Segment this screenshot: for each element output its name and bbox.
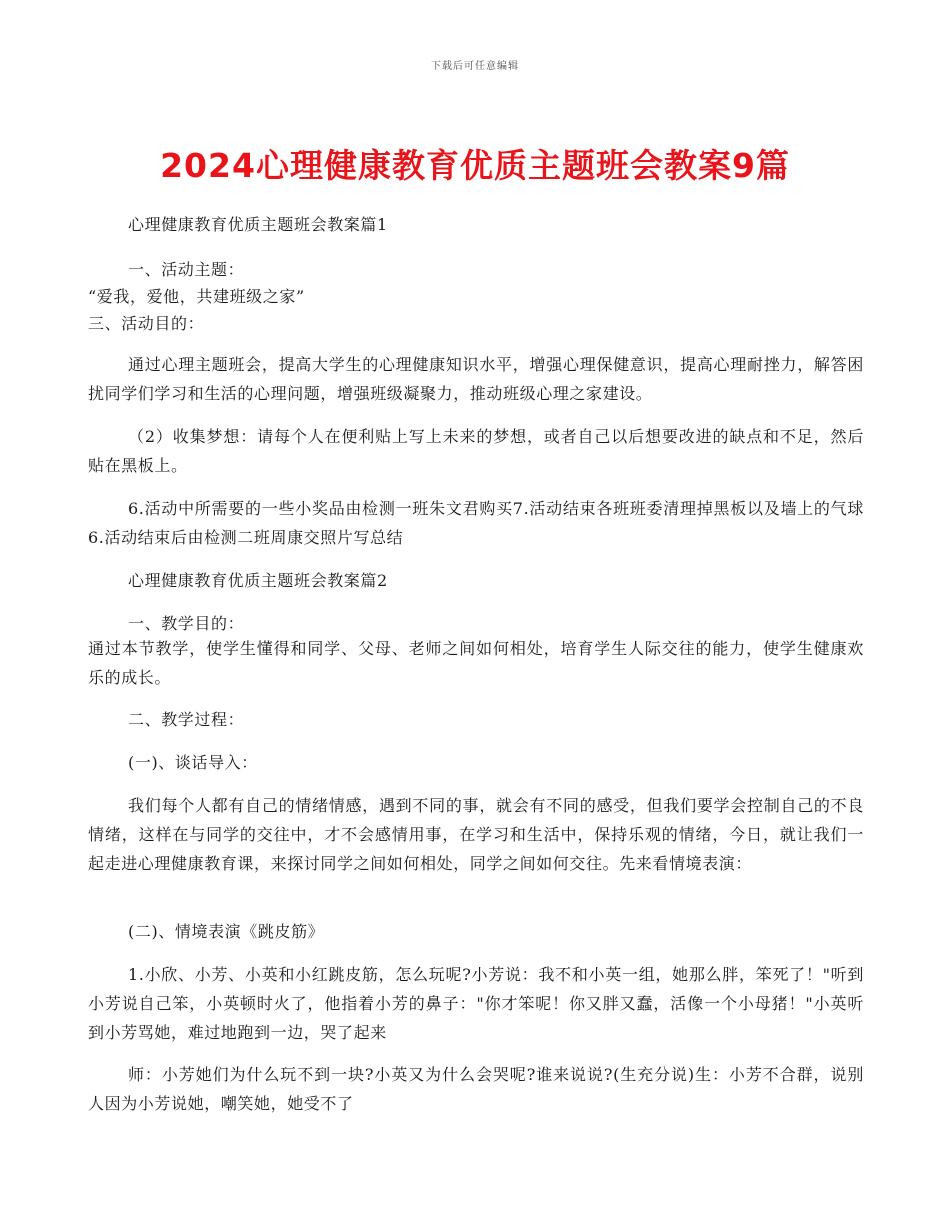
section-heading-1: 心理健康教育优质主题班会教案篇1 <box>128 215 388 234</box>
paragraph: 我们每个人都有自己的情绪情感，遇到不同的事，就会有不同的感受，但我们要学会控制自己的不良情绪，这样在与同学的交往中，才不会感情用事，在学习和生活中，保持乐观的情绪，今日，就让我们一起走进心理健康教育课，来探讨同学之间如何相处，同学之间如何交往。先来看情境表演： <box>88 796 864 873</box>
paragraph: 一、教学目的： <box>128 614 245 633</box>
section-heading-2: 心理健康教育优质主题班会教案篇2 <box>128 571 388 590</box>
paragraph: 6.活动中所需要的一些小奖品由检测一班朱文君购买7.活动结束各班班委清理掉黑板以及墙上的气球6.活动结束后由检测二班周康交照片写总结 <box>88 499 864 547</box>
paragraph: 一、活动主题： <box>128 260 245 279</box>
paragraph: 二、教学过程： <box>128 710 245 729</box>
header-note: 下载后可任意编辑 <box>431 61 519 72</box>
paragraph: (一)、谈话导入： <box>128 753 258 772</box>
paragraph: 通过本节教学，使学生懂得和同学、父母、老师之间如何相处，培育学生人际交往的能力，使学生健康欢乐的成长。 <box>88 639 864 687</box>
paragraph: 师：小芳她们为什么玩不到一块?小英又为什么会哭呢?谁来说说?(生充分说)生：小芳不合群，说别人因为小芳说她，嘲笑她，她受不了 <box>88 1065 864 1113</box>
paragraph: （2）收集梦想：请每个人在便利贴上写上未来的梦想，或者自己以后想要改进的缺点和不足，然后贴在黑板上。 <box>88 427 864 475</box>
paragraph: (二)、情境表演《跳皮筋》 <box>128 922 325 941</box>
paragraph: “爱我，爱他，共建班级之家” <box>88 287 305 306</box>
paragraph: 通过心理主题班会，提高大学生的心理健康知识水平，增强心理保健意识，提高心理耐挫力，解答困扰同学们学习和生活的心理问题，增强班级凝聚力，推动班级心理之家建设。 <box>88 355 864 403</box>
document-title: 2024心理健康教育优质主题班会教案9篇 <box>160 146 790 185</box>
paragraph: 1.小欣、小芳、小英和小红跳皮筋，怎么玩呢?小芳说：我不和小英一组，她那么胖，笨死了！"听到小芳说自己笨，小英顿时火了，他指着小芳的鼻子："你才笨呢！你又胖又蠢，活像一个小母猪！"小英听到小芳骂她，难过地跑到一边，哭了起来 <box>88 965 864 1042</box>
paragraph: 三、活动目的： <box>88 314 205 333</box>
